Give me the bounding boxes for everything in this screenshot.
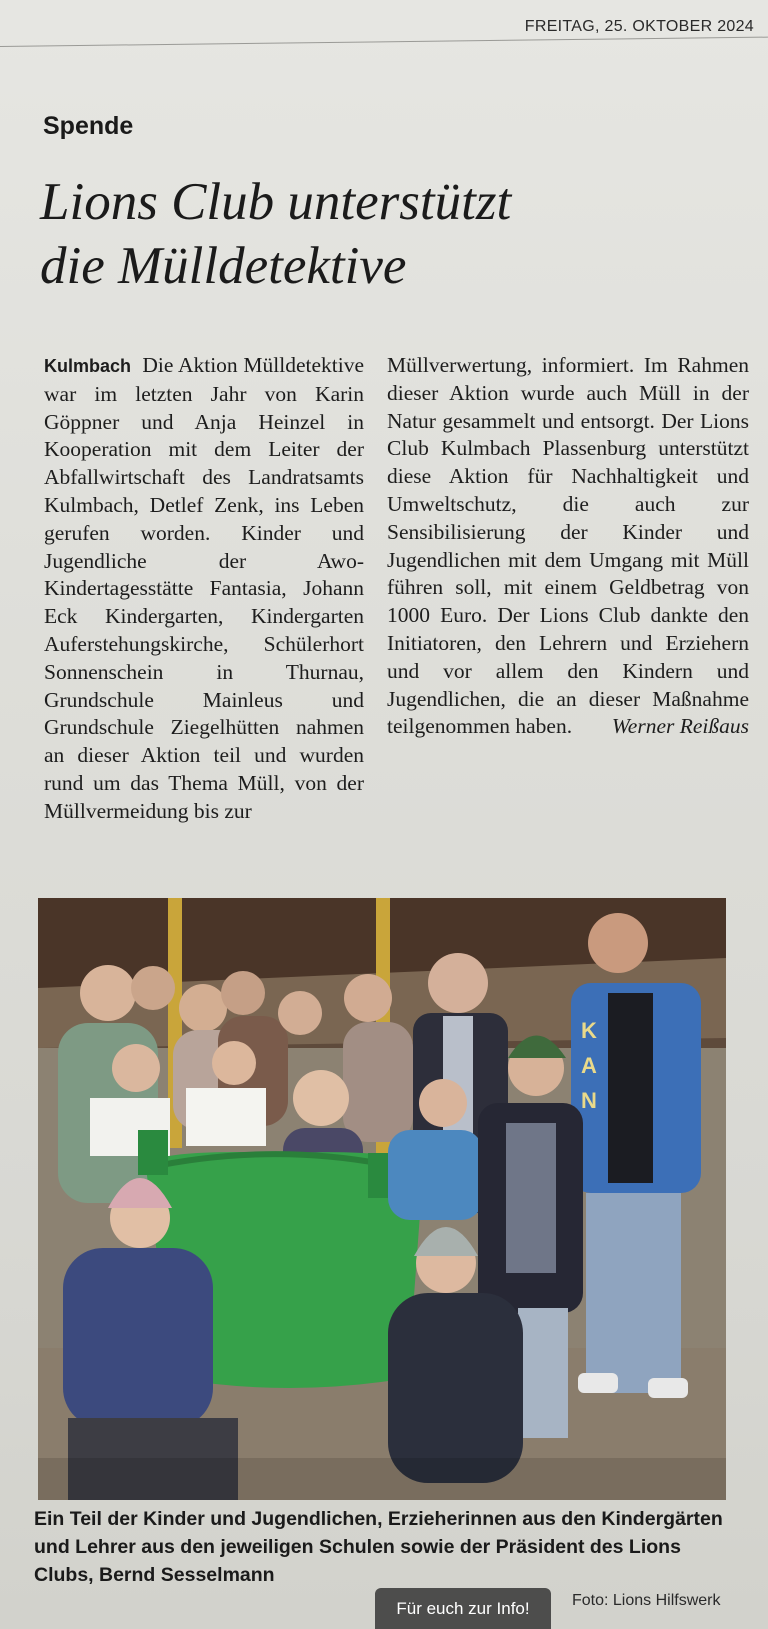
jacket-letter-k: K xyxy=(581,1018,597,1043)
article-headline xyxy=(40,170,740,298)
article-location: Kulmbach xyxy=(44,356,132,376)
group-photo-illustration xyxy=(38,898,726,1500)
headline-line-1: Lions Club unterstützt xyxy=(40,173,512,231)
headline-line-2: die Mülldetektive xyxy=(40,237,407,295)
article-column-right xyxy=(387,352,749,741)
jacket-letter-n: N xyxy=(581,1088,597,1113)
article-author: Werner Reißaus xyxy=(611,714,749,739)
photo-credit: Foto: Lions Hilfswerk xyxy=(572,1592,721,1609)
photo-caption: Ein Teil der Kinder und Jugendlichen, Erzieherinnen aus den Kindergärten und Lehrer aus den jeweiligen Schulen sowie der Präsident des Lions Clubs, Bernd Sesselmann xyxy=(34,1508,723,1586)
issue-date: FREITAG, 25. OKTOBER 2024 xyxy=(524,18,754,35)
info-overlay-label: Für euch zur Info! xyxy=(375,1588,551,1629)
article-kicker: Spende xyxy=(43,112,134,140)
article-body-right: Müllverwertung, informiert. Im Rahmen dieser Aktion wurde auch Müll in der Natur gesammelt und entsorgt. Der Lions Club Kulmbach Plassenburg unterstützt diese Aktion für Nachhaltigkeit und Umweltschutz, die auch zur Sensibilisierung der Kinder und Jugendlichen mit dem Umgang mit Müll führen soll, mit einem Geldbetrag von 1000 Euro. Der Lions Club dankte den Initiatoren, den Lehrern und Erziehern und vor allem den Kindern und Jugendlichen, die an dieser Maßnahme teilgenommen haben. xyxy=(387,353,749,739)
article-body-left: Die Aktion Mülldetektive war im letzten Jahr von Karin Göppner und Anja Heinzel in Kooperation mit dem Leiter der Abfallwirtschaft des Landratsamts Kulmbach, Detlef Zenk, ins Leben gerufen worden. Kinder und Jugendliche der Awo-Kindertagesstätte Fantasia, Johann Eck Kindergarten, Kindergarten Auferstehungskirche, Schülerhort Sonnenschein in Thurnau, Grundschule Mainleus und Grundschule Ziegelhütten nahmen an dieser Aktion teil und wurden rund um das Thema Müll, von der Müllvermeidung bis zur xyxy=(44,353,364,823)
header-rule xyxy=(0,37,768,47)
article-photo xyxy=(38,898,726,1500)
jacket-letter-a: A xyxy=(581,1053,597,1078)
article-column-left xyxy=(44,352,364,826)
